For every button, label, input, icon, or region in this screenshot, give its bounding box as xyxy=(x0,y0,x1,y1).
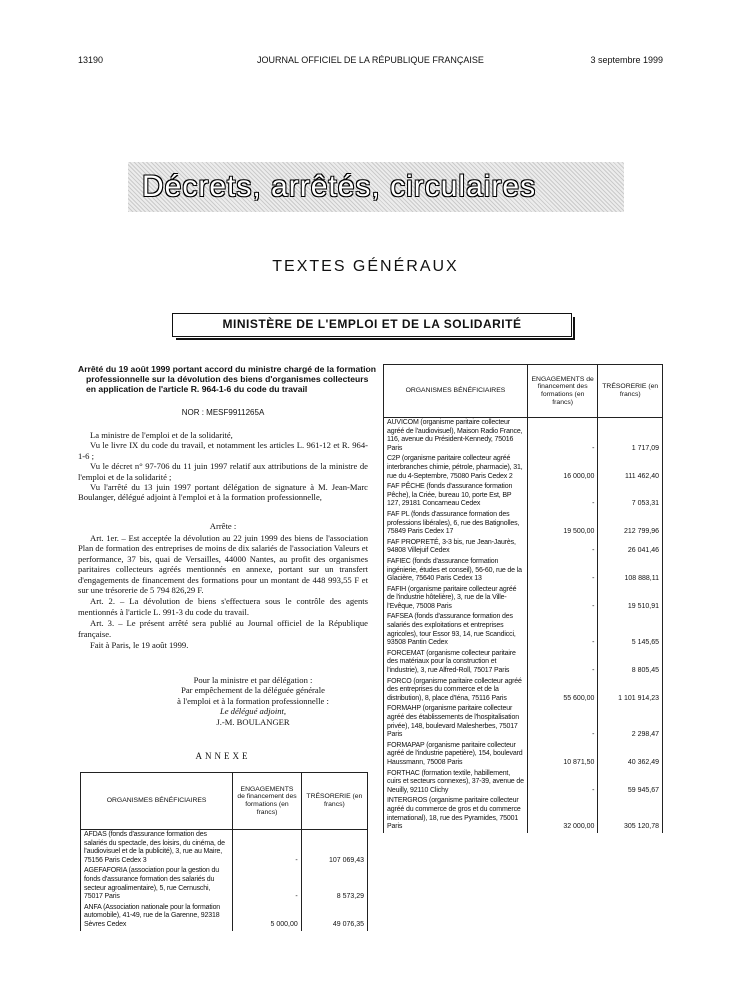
tresorerie-cell: 5 145,65 xyxy=(598,612,663,648)
table-row xyxy=(384,454,663,482)
table-row xyxy=(384,612,663,648)
table-row xyxy=(384,741,663,769)
engagements-cell: - xyxy=(527,612,598,648)
col-header-org: ORGANISMES BÉNÉFICIAIRES xyxy=(384,365,528,418)
org-name: AUVICOM (organisme paritaire collecteur agréé de l'audiovisuel), Maison Radio France, 116, avenue du Président-Kennedy, 75016 Paris xyxy=(384,418,528,455)
tresorerie-cell: 40 362,49 xyxy=(598,741,663,769)
preamble-line: Vu le décret n° 97-706 du 11 juin 1997 relatif aux attributions de la ministre de l'emploi et de la solidarité ; xyxy=(78,461,368,482)
engagements-cell: - xyxy=(527,585,598,613)
preamble-line: La ministre de l'emploi et de la solidarité, xyxy=(90,430,233,440)
engagements-cell: - xyxy=(527,769,598,797)
signature-line: à l'emploi et à la formation professionnelle : xyxy=(177,695,329,706)
annexe-heading: ANNEXE xyxy=(195,751,251,761)
signatory: J.-M. BOULANGER xyxy=(216,716,290,727)
tresorerie-cell: 1 717,09 xyxy=(598,418,663,455)
article-1: Art. 1er. – Est acceptée la dévolution au 22 juin 1999 des biens de l'association Plan de formation des entreprises de moins de dix salariés de l'association Valeurs et performance, 37 bis, quai de Versailles, 44000 Nantes, au profit des organismes paritaires collecteurs agréés mentionnés en annexe, portant sur un transfert d'engagements de financement des formations pour un montant de 448 993,55 F et sur une trésorerie de 5 794 826,29 F. xyxy=(78,533,368,596)
org-name: C2P (organisme paritaire collecteur agréé interbranches chimie, pétrole, pharmacie), 31, rue du 4-Septembre, 75080 Paris Cedex 2 xyxy=(384,454,528,482)
section-title: TEXTES GÉNÉRAUX xyxy=(272,258,459,275)
preamble xyxy=(78,430,368,503)
org-name: FAFIH (organisme paritaire collecteur agréé de l'industrie hôtelière), 3, rue de la Ville-l'Evêque, 75008 Paris xyxy=(384,585,528,613)
col-header-org: ORGANISMES BÉNÉFICIAIRES xyxy=(81,773,233,830)
tresorerie-cell: 7 053,31 xyxy=(598,482,663,510)
articles xyxy=(78,533,368,651)
engagements-cell: - xyxy=(527,482,598,510)
tresorerie-cell: 8 573,29 xyxy=(301,866,367,902)
preamble-line: Vu le livre IX du code du travail, et notamment les articles L. 961-12 et R. 964-1-6 ; xyxy=(78,440,368,461)
tresorerie-cell: 19 510,91 xyxy=(598,585,663,613)
org-name: FAFSEA (fonds d'assurance formation des salariés des exploitations et entreprises agricoles), tour Essor 93, 14, rue Scandicci, 93508 Pantin Cedex xyxy=(384,612,528,648)
ministry-box: MINISTÈRE DE L'EMPLOI ET DE LA SOLIDARITÉ xyxy=(172,313,572,337)
running-header xyxy=(78,55,663,69)
table-row xyxy=(384,557,663,585)
signature-line: Pour la ministre et par délégation : xyxy=(193,675,313,685)
col-header-tresorerie: TRÉSORERIE (en francs) xyxy=(598,365,663,418)
org-name: FORCEMAT (organisme collecteur paritaire des matériaux pour la construction et l'industrie), 3, rue Alfred-Roll, 75017 Paris xyxy=(384,649,528,677)
tresorerie-cell: 59 945,67 xyxy=(598,769,663,797)
engagements-cell: 55 600,00 xyxy=(527,677,598,705)
table-row xyxy=(81,903,368,931)
journal-title: JOURNAL OFFICIEL DE LA RÉPUBLIQUE FRANÇAISE xyxy=(257,55,484,65)
table-row xyxy=(384,585,663,613)
article-2: Art. 2. – La dévolution de biens s'effectuera sous le contrôle des agents mentionnés à l'article L. 991-3 du code du travail. xyxy=(78,596,368,617)
table-row xyxy=(384,677,663,705)
table-row xyxy=(384,538,663,557)
issue-date: 3 septembre 1999 xyxy=(590,55,663,65)
annex-table-right xyxy=(383,364,663,833)
org-name: AGEFAFORIA (association pour la gestion du fonds d'assurance formation des salariés du secteur agroalimentaire), 5, rue Cernuschi, 75017 Paris xyxy=(81,866,233,902)
org-name: FAF PÊCHE (fonds d'assurance formation Pêche), la Criée, bureau 10, porte Est, BP 127, 29181 Concarneau Cedex xyxy=(384,482,528,510)
tresorerie-cell: 49 076,35 xyxy=(301,903,367,931)
engagements-cell: 10 871,50 xyxy=(527,741,598,769)
tresorerie-cell: 212 799,96 xyxy=(598,510,663,538)
article-3: Art. 3. – Le présent arrêté sera publié au Journal officiel de la République française. xyxy=(78,618,368,639)
engagements-cell: - xyxy=(233,830,302,867)
tresorerie-cell: 26 041,46 xyxy=(598,538,663,557)
signature-line: Par empêchement de la déléguée générale xyxy=(181,685,325,696)
table-row xyxy=(384,796,663,832)
org-name: ANFA (Association nationale pour la formation automobile), 41-49, rue de la Garenne, 92318 Sèvres Cedex xyxy=(81,903,233,931)
col-header-engagements: ENGAGEMENTS de financement des formations (en francs) xyxy=(233,773,302,830)
table-row xyxy=(384,482,663,510)
org-name: FORCO (organisme paritaire collecteur agréé des entreprises du commerce et de la distribution), 8, place d'Iéna, 75116 Paris xyxy=(384,677,528,705)
table-row xyxy=(384,649,663,677)
nor-reference: NOR : MESF9911265A xyxy=(181,408,265,417)
org-name: FAF PL (fonds d'assurance formation des professions libérales), 6, rue des Batignolles, 75849 Paris Cedex 17 xyxy=(384,510,528,538)
org-name: FAF PROPRETÉ, 3-3 bis, rue Jean-Jaurès, 94808 Villejuif Cedex xyxy=(384,538,528,557)
col-header-tresorerie: TRÉSORERIE (en francs) xyxy=(301,773,367,830)
table-row xyxy=(384,510,663,538)
engagements-cell: 32 000,00 xyxy=(527,796,598,832)
engagements-cell: 16 000,00 xyxy=(527,454,598,482)
engagements-cell: - xyxy=(233,866,302,902)
table-row xyxy=(384,418,663,455)
org-name: AFDAS (fonds d'assurance formation des salariés du spectacle, des loisirs, du cinéma, de l'audiovisuel et de la publicité), 3, rue au Maire, 75156 Paris Cedex 3 xyxy=(81,830,233,867)
engagements-cell: 19 500,00 xyxy=(527,510,598,538)
org-name: FORMAPAP (organisme paritaire collecteur agréé de l'industrie papetière), 154, boulevard Haussmann, 75008 Paris xyxy=(384,741,528,769)
table-row xyxy=(384,704,663,740)
engagements-cell: 5 000,00 xyxy=(233,903,302,931)
page-number: 13190 xyxy=(78,55,104,65)
signature-block xyxy=(78,675,368,727)
tresorerie-cell: 111 462,40 xyxy=(598,454,663,482)
signature-line: Le délégué adjoint, xyxy=(219,706,287,717)
tresorerie-cell: 107 069,43 xyxy=(301,830,367,867)
org-name: FAFIEC (fonds d'assurance formation ingénierie, études et conseil), 56-60, rue de la Glacière, 75640 Paris Cedex 13 xyxy=(384,557,528,585)
engagements-cell: - xyxy=(527,649,598,677)
engagements-cell: - xyxy=(527,557,598,585)
engagements-cell: - xyxy=(527,418,598,455)
engagements-cell: - xyxy=(527,704,598,740)
tresorerie-cell: 305 120,78 xyxy=(598,796,663,832)
table-row xyxy=(81,830,368,867)
done-at: Fait à Paris, le 19 août 1999. xyxy=(90,640,189,651)
engagements-cell: - xyxy=(527,538,598,557)
table-row xyxy=(384,769,663,797)
org-name: INTERGROS (organisme paritaire collecteur agréé du commerce de gros et du commerce international), 18, rue des Pyramides, 75001 Paris xyxy=(384,796,528,832)
tresorerie-cell: 8 805,45 xyxy=(598,649,663,677)
annex-table-left xyxy=(80,772,368,931)
org-name: FORMAHP (organisme paritaire collecteur agréé des établissements de l'hospitalisation privée), 148, boulevard Malesherbes, 75017 Paris xyxy=(384,704,528,740)
tresorerie-cell: 108 888,11 xyxy=(598,557,663,585)
org-name: FORTHAC (formation textile, habillement, cuirs et secteurs connexes), 37-39, avenue de Neuilly, 92110 Clichy xyxy=(384,769,528,797)
tresorerie-cell: 2 298,47 xyxy=(598,704,663,740)
arrete-label: Arrête : xyxy=(209,521,237,531)
col-header-engagements: ENGAGEMENTS de financement des formations (en francs) xyxy=(527,365,598,418)
arrete-title: Arrêté du 19 août 1999 portant accord du ministre chargé de la formation professionnelle sur la dévolution des biens d'organismes collecteurs en application de l'article R. 964-1-6 du code du travail xyxy=(78,364,376,394)
preamble-line: Vu l'arrêté du 13 juin 1997 portant délégation de signature à M. Jean-Marc Boulanger, délégué adjoint à l'emploi et à la formation professionnelle, xyxy=(78,482,368,503)
table-row xyxy=(81,866,368,902)
table-body-left xyxy=(81,830,368,931)
tresorerie-cell: 1 101 914,23 xyxy=(598,677,663,705)
section-banner: Décrets, arrêtés, circulaires xyxy=(128,162,624,212)
table-body-right xyxy=(384,418,663,833)
